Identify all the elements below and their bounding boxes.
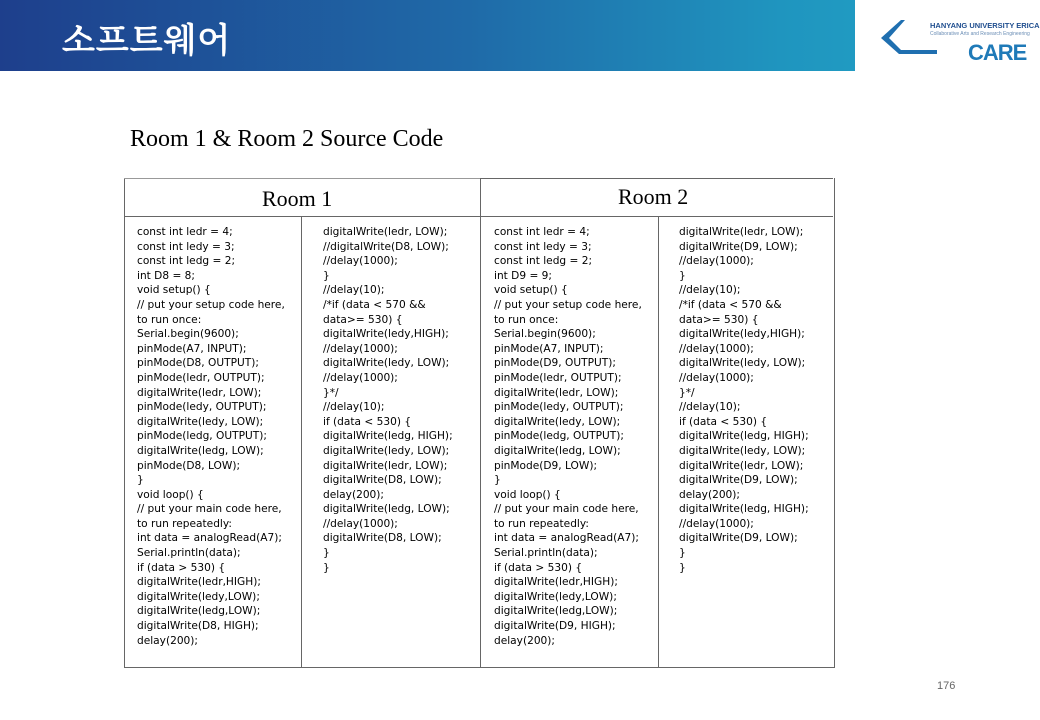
table-top-border-left: [124, 178, 480, 179]
room2-code-col1: const int ledr = 4; const int ledy = 3; const int ledg = 2; int D9 = 9; void setup() { // put your setup code here, to run once: Serial.begin(9600); pinMode(A7, INPUT); pinMode(D9, OUTPUT); pinMode(ledr, OUTPUT); digitalWrite(ledr, LOW); pinMode(ledy, OUTPUT); digitalWrite(ledy, LOW); pinMode(ledg, OUTPUT); digitalWrite(ledg, LOW); pinMode(D9, LOW); } void loop() { // put your main code here, to run repeatedly: int data = analogRead(A7); Serial.println(data); if (data > 530) { digitalWrite(ledr,HIGH); digitalWrite(ledy,LOW); digitalWrite(ledg,LOW); digitalWrite(D9, HIGH); delay(200);: [494, 226, 642, 647]
table-top-border-right: [480, 178, 833, 179]
logo-university: HANYANG UNIVERSITY ERICA: [930, 21, 1040, 30]
room2-column-divider: [658, 216, 659, 667]
page-number: 176: [937, 680, 956, 692]
logo-tagline: Collaborative Arts and Research Engineering: [930, 31, 1030, 37]
header-bar: [0, 0, 1040, 71]
room1-title: Room 1: [262, 186, 333, 211]
room1-code-col1: const int ledr = 4; const int ledy = 3; const int ledg = 2; int D8 = 8; void setup() { // put your setup code here, to run once: Serial.begin(9600); pinMode(A7, INPUT); pinMode(D8, OUTPUT); pinMode(ledr, OUTPUT); digitalWrite(ledr, LOW); pinMode(ledy, OUTPUT); digitalWrite(ledy, LOW); pinMode(ledg, OUTPUT); digitalWrite(ledg, LOW); pinMode(D8, LOW); } void loop() { // put your main code here, to run repeatedly: int data = analogRead(A7); Serial.println(data); if (data > 530) { digitalWrite(ledr,HIGH); digitalWrite(ledy,LOW); digitalWrite(ledg,LOW); digitalWrite(D8, HIGH); delay(200);: [137, 226, 285, 647]
page-title: 소프트웨어: [62, 21, 232, 61]
slide-subtitle: Room 1 & Room 2 Source Code: [130, 126, 444, 152]
room1-code-col2: digitalWrite(ledr, LOW); //digitalWrite(D8, LOW); //delay(1000); } //delay(10); /*if (data < 570 && data>= 530) { digitalWrite(ledy,HIGH); //delay(1000); digitalWrite(ledy, LOW); //delay(1000); }*/ //delay(10); if (data < 530) { digitalWrite(ledg, HIGH); digitalWrite(ledy, LOW); digitalWrite(ledr, LOW); digitalWrite(D8, LOW); delay(200); digitalWrite(ledg, LOW); //delay(1000); digitalWrite(D8, LOW); } }: [323, 226, 453, 574]
logo-brand: CARE: [968, 40, 1027, 65]
room2-code-col2: digitalWrite(ledr, LOW); digitalWrite(D9, LOW); //delay(1000); } //delay(10); /*if (data < 570 && data>= 530) { digitalWrite(ledy,HIGH); //delay(1000); digitalWrite(ledy, LOW); //delay(1000); }*/ //delay(10); if (data < 530) { digitalWrite(ledg, HIGH); digitalWrite(ledy, LOW); digitalWrite(ledr, LOW); digitalWrite(D9, LOW); delay(200); digitalWrite(ledg, HIGH); //delay(1000); digitalWrite(D9, LOW); } }: [679, 226, 809, 574]
room1-column-divider: [301, 216, 302, 667]
logo: [855, 0, 1040, 71]
room2-header-line: [480, 216, 833, 217]
room2-title: Room 2: [618, 184, 689, 209]
room1-header-line: [124, 216, 480, 217]
room-divider: [480, 178, 481, 667]
logo-mark-icon: [877, 16, 937, 56]
